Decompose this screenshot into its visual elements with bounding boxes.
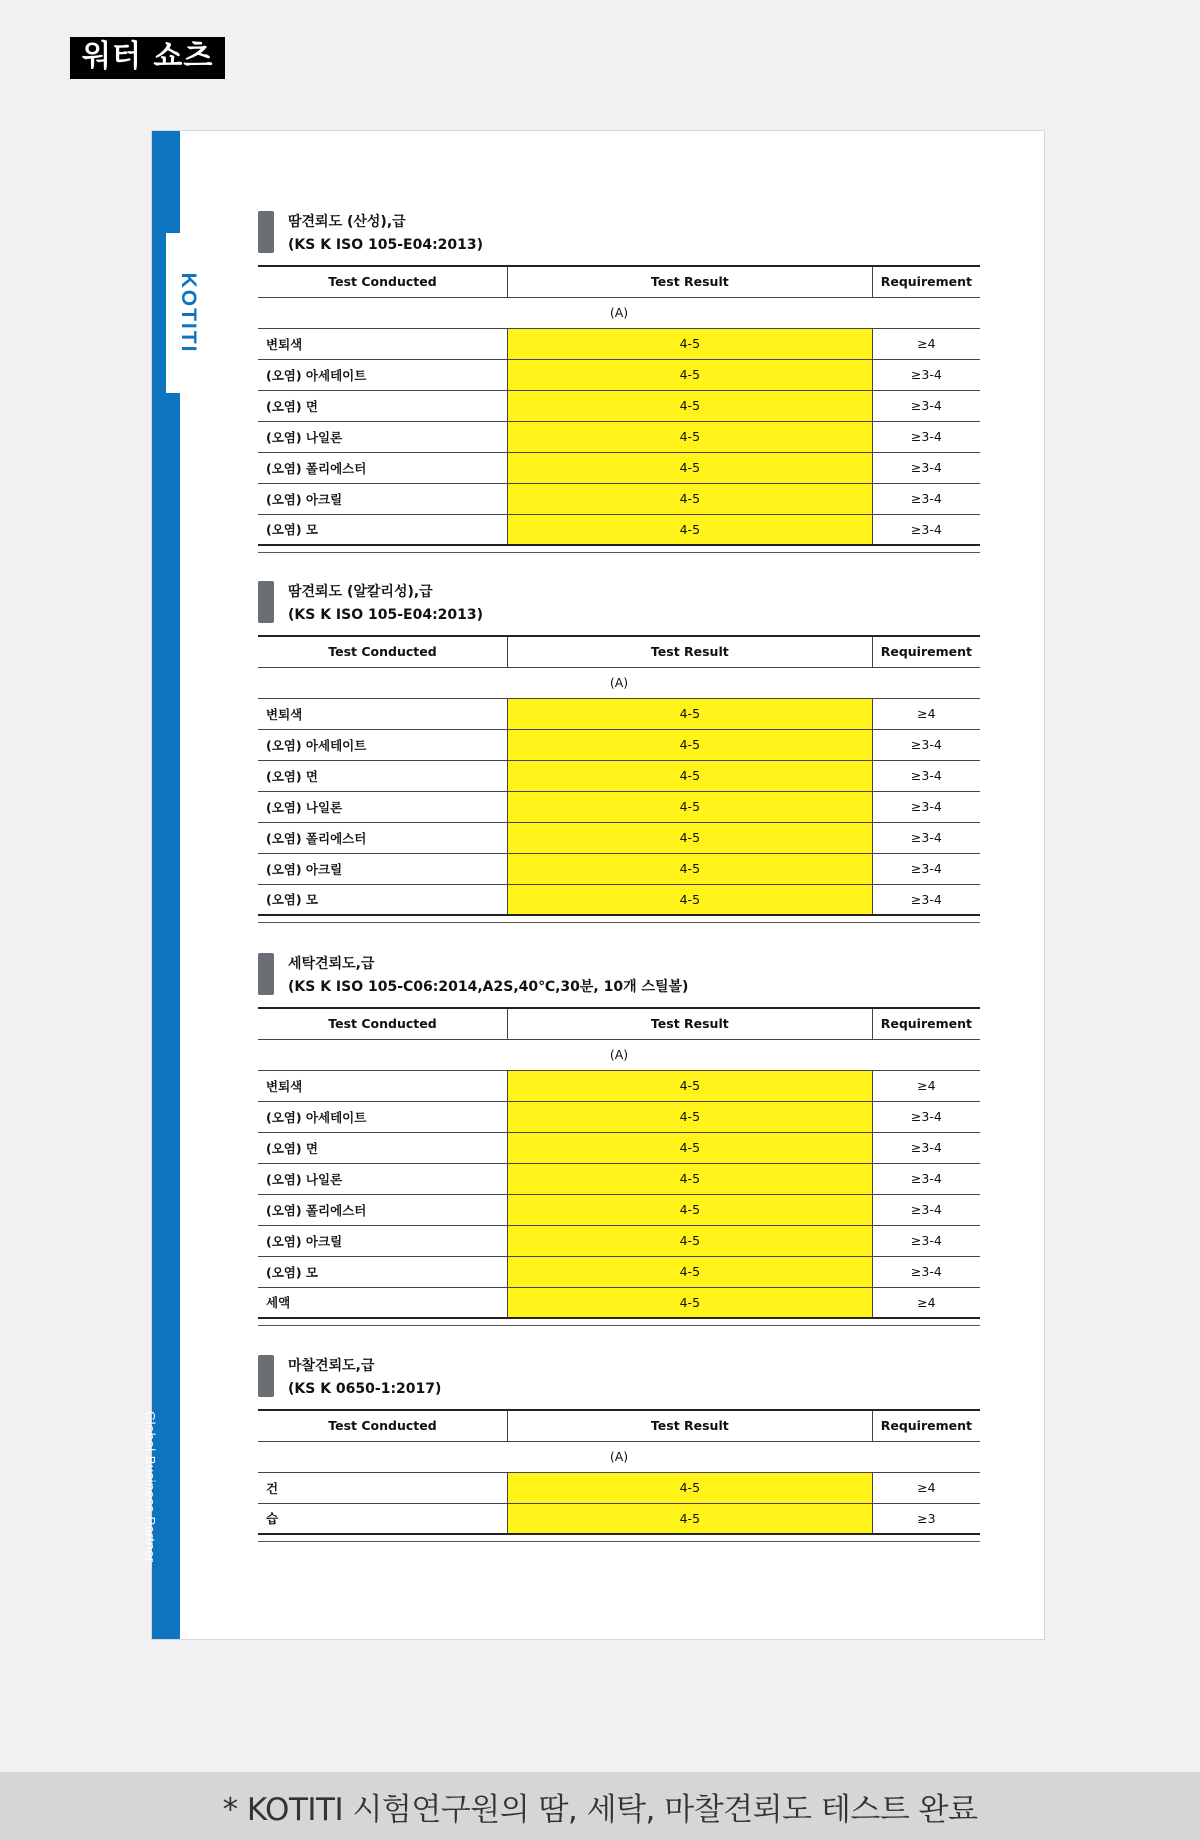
test-result-value: 4-5 — [507, 884, 872, 915]
table-row — [258, 884, 980, 915]
test-item: (오염) 폴리에스터 — [258, 822, 507, 853]
footer-caption: * KOTITI 시험연구원의 땀, 세탁, 마찰견뢰도 테스트 완료 — [0, 1772, 1200, 1840]
section-divider — [258, 1541, 980, 1542]
test-result-value: 4-5 — [507, 359, 872, 390]
requirement-value: ≥3-4 — [872, 1256, 980, 1287]
test-item: (오염) 나일론 — [258, 1163, 507, 1194]
col-requirement: Requirement — [872, 1008, 980, 1039]
test-item: (오염) 아크릴 — [258, 1225, 507, 1256]
test-item: 변퇴색 — [258, 1070, 507, 1101]
section-standard: (KS K 0650-1:2017) — [288, 1381, 442, 1397]
section-divider — [258, 552, 980, 553]
test-item: (오염) 모 — [266, 522, 319, 538]
requirement-value: ≥3-4 — [872, 1194, 980, 1225]
requirement-value: ≥3-4 — [872, 1163, 980, 1194]
section-title-name: 세탁견뢰도,급 — [288, 956, 375, 972]
col-test-conducted: Test Conducted — [258, 1410, 507, 1441]
table-row — [258, 421, 980, 452]
test-result-value: 4-5 — [507, 1101, 872, 1132]
section-marker — [258, 211, 274, 253]
table-row — [258, 1472, 980, 1503]
requirement-value: ≥3-4 — [872, 483, 980, 514]
table-sub-header-row — [258, 1441, 980, 1472]
test-item: 세액 — [266, 1295, 291, 1311]
test-item: (오염) 아크릴 — [258, 853, 507, 884]
requirement-value: ≥3 — [917, 1510, 936, 1526]
requirement-value: ≥4 — [917, 1294, 936, 1310]
section-marker — [258, 1355, 274, 1397]
table-row — [258, 729, 980, 760]
test-result-value: 4-5 — [507, 791, 872, 822]
test-result-value: 4-5 — [507, 1163, 872, 1194]
requirement-value: ≥3-4 — [872, 1101, 980, 1132]
test-item: (오염) 나일론 — [258, 421, 507, 452]
test-result-value: 4-5 — [507, 760, 872, 791]
test-item: (오염) 아세테이트 — [258, 359, 507, 390]
logo-tab — [166, 233, 210, 393]
test-item: (오염) 폴리에스터 — [258, 1194, 507, 1225]
section-header — [258, 951, 980, 1007]
table-sub-header-row — [258, 667, 980, 698]
section-header — [258, 1353, 980, 1409]
requirement-value: ≥4 — [872, 698, 980, 729]
test-result-value: 4-5 — [507, 729, 872, 760]
test-item: (오염) 나일론 — [258, 791, 507, 822]
col-test-conducted: Test Conducted — [258, 636, 507, 667]
kotiti-logo: KOTITI — [177, 272, 200, 354]
col-requirement: Requirement — [872, 1410, 980, 1441]
test-item: (오염) 면 — [258, 760, 507, 791]
table-row — [258, 760, 980, 791]
col-test-result: Test Result — [507, 1410, 872, 1441]
sample-label: (A) — [258, 1039, 980, 1070]
col-test-result: Test Result — [507, 266, 872, 297]
table-row — [258, 1070, 980, 1101]
test-result-value: 4-5 — [507, 483, 872, 514]
section-standard: (KS K ISO 105-E04:2013) — [288, 237, 484, 253]
requirement-value: ≥3-4 — [872, 452, 980, 483]
test-result-value: 4-5 — [507, 1503, 872, 1534]
table-row — [258, 1503, 980, 1534]
section-title — [288, 1355, 441, 1401]
page-title: 워터 쇼츠 — [70, 37, 225, 79]
test-item: (오염) 아세테이트 — [258, 729, 507, 760]
table-row — [258, 1101, 980, 1132]
table-row — [258, 1194, 980, 1225]
table-row — [258, 359, 980, 390]
test-item: 습 — [266, 1511, 279, 1527]
test-result-value: 4-5 — [507, 514, 872, 545]
test-result-value: 4-5 — [507, 1287, 872, 1318]
test-item: (오염) 모 — [266, 892, 319, 908]
test-section — [258, 209, 980, 553]
table-row — [258, 1132, 980, 1163]
test-item: (오염) 아크릴 — [258, 483, 507, 514]
section-divider — [258, 1325, 980, 1326]
table-row — [258, 1287, 980, 1318]
requirement-value: ≥3-4 — [872, 421, 980, 452]
table-row — [258, 514, 980, 545]
requirement-value: ≥3-4 — [872, 1225, 980, 1256]
section-header — [258, 209, 980, 265]
col-test-result: Test Result — [507, 1008, 872, 1039]
test-item: 건 — [258, 1472, 507, 1503]
table-row — [258, 1225, 980, 1256]
test-item: (오염) 모 — [258, 1256, 507, 1287]
section-standard: (KS K ISO 105-C06:2014,A2S,40℃,30분, 10개 스틸볼) — [288, 979, 689, 995]
test-item: (오염) 면 — [258, 390, 507, 421]
col-requirement: Requirement — [872, 266, 980, 297]
test-section — [258, 579, 980, 923]
requirement-value: ≥3-4 — [910, 521, 942, 537]
table-row — [258, 1163, 980, 1194]
test-result-value: 4-5 — [507, 1070, 872, 1101]
result-table — [258, 635, 980, 916]
table-row — [258, 328, 980, 359]
section-title — [288, 211, 483, 257]
table-sub-header-row — [258, 297, 980, 328]
test-result-value: 4-5 — [507, 698, 872, 729]
table-row — [258, 698, 980, 729]
test-item: (오염) 폴리에스터 — [258, 452, 507, 483]
test-report-sheet — [143, 130, 1045, 1640]
section-marker — [258, 953, 274, 995]
table-row — [258, 390, 980, 421]
test-result-value: 4-5 — [507, 1472, 872, 1503]
test-item: 변퇴색 — [258, 328, 507, 359]
result-table — [258, 1007, 980, 1319]
table-row — [258, 452, 980, 483]
section-title-name: 마찰견뢰도,급 — [288, 1358, 375, 1374]
section-title-name: 땀견뢰도 (산성),급 — [288, 214, 406, 230]
requirement-value: ≥3-4 — [872, 822, 980, 853]
result-table — [258, 265, 980, 546]
table-row — [258, 853, 980, 884]
section-standard: (KS K ISO 105-E04:2013) — [288, 607, 484, 623]
sample-label: (A) — [258, 297, 980, 328]
table-header-row — [258, 266, 980, 297]
col-test-conducted: Test Conducted — [258, 1008, 507, 1039]
requirement-value: ≥4 — [872, 328, 980, 359]
requirement-value: ≥4 — [872, 1070, 980, 1101]
table-sub-header-row — [258, 1039, 980, 1070]
section-header — [258, 579, 980, 635]
requirement-value: ≥3-4 — [872, 853, 980, 884]
requirement-value: ≥4 — [872, 1472, 980, 1503]
table-header-row — [258, 1008, 980, 1039]
table-header-row — [258, 1410, 980, 1441]
requirement-value: ≥3-4 — [910, 891, 942, 907]
table-row — [258, 1256, 980, 1287]
test-result-value: 4-5 — [507, 1225, 872, 1256]
section-marker — [258, 581, 274, 623]
test-item: (오염) 아세테이트 — [258, 1101, 507, 1132]
col-test-conducted: Test Conducted — [258, 266, 507, 297]
test-result-value: 4-5 — [507, 328, 872, 359]
test-section — [258, 951, 980, 1326]
requirement-value: ≥3-4 — [872, 791, 980, 822]
test-item: 변퇴색 — [258, 698, 507, 729]
col-requirement: Requirement — [872, 636, 980, 667]
requirement-value: ≥3-4 — [872, 359, 980, 390]
test-result-value: 4-5 — [507, 822, 872, 853]
test-result-value: 4-5 — [507, 1194, 872, 1225]
requirement-value: ≥3-4 — [872, 390, 980, 421]
result-table — [258, 1409, 980, 1535]
section-title — [288, 953, 688, 999]
test-item: (오염) 면 — [258, 1132, 507, 1163]
table-header-row — [258, 636, 980, 667]
sample-label: (A) — [258, 1441, 980, 1472]
section-title — [288, 581, 483, 627]
table-row — [258, 483, 980, 514]
sample-label: (A) — [258, 667, 980, 698]
section-title-name: 땀견뢰도 (알칼리성),급 — [288, 584, 433, 600]
section-divider — [258, 922, 980, 923]
test-result-value: 4-5 — [507, 452, 872, 483]
requirement-value: ≥3-4 — [872, 760, 980, 791]
test-result-value: 4-5 — [507, 390, 872, 421]
test-result-value: 4-5 — [507, 421, 872, 452]
side-tagline: Global Business Partner — [143, 1411, 158, 1563]
test-result-value: 4-5 — [507, 1256, 872, 1287]
test-result-value: 4-5 — [507, 853, 872, 884]
requirement-value: ≥3-4 — [872, 1132, 980, 1163]
requirement-value: ≥3-4 — [872, 729, 980, 760]
table-row — [258, 791, 980, 822]
test-section — [258, 1353, 980, 1542]
test-result-value: 4-5 — [507, 1132, 872, 1163]
col-test-result: Test Result — [507, 636, 872, 667]
table-row — [258, 822, 980, 853]
